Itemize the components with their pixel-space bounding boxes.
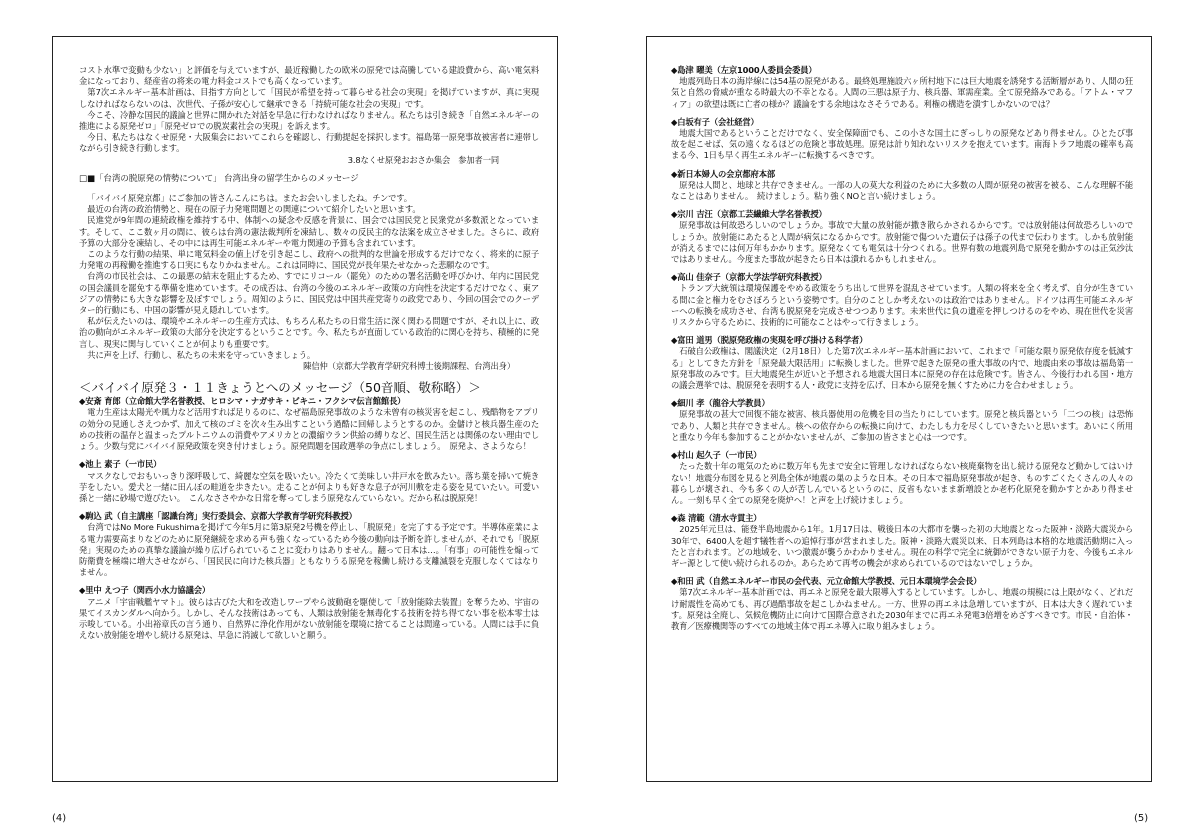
entry-body: 台湾ではNo More Fukushimaを掲げて今年5月に第3原発2号機を停止し、「脱原発」を完了する予定です。半導体産業による電力需要高まりなどのために原発継続を求める声も強くなっているため今後の動向は予断を許しませんが、それでも「脱原発」実現のための真摯な議論が繰り広げられていることに変わりはありません。翻って日本は…。「有事」の可能性を煽って防衛費を極端に増大させながら、「国民民に向けた核兵器」ともなりうる原発を稼働し続ける支離滅裂を克服しなくてはなりません。 — [79, 522, 539, 578]
message-entry-anzai — [79, 396, 539, 452]
taiwan-paragraph-4: このような行動の結果、単に電気料金の値上げを引き起こし、政府への批判的な世論を形成するだけでなく、将来的に原子力発電の再稼働を推進する口実にもなりかねません。これは同時に、国民党が長年果たせなかった悲願なのです。 — [79, 249, 539, 271]
entry-name: ◆森 清範（清水寺貫主） — [671, 513, 762, 524]
message-entry-shimazu — [671, 65, 1133, 110]
entry-name: ◆白坂有子（会社経営） — [671, 116, 759, 127]
message-entry-komagome — [79, 511, 539, 578]
taiwan-paragraph-7: 共に声を上げ、行動し、私たちの未来を守っていきましょう。 — [87, 349, 316, 360]
entry-body: アニメ「宇宙戦艦ヤマト」。彼らは古びた大和を改造しワープやら波動砲を駆使して「放射能除去装置」を奪うため、宇宙の果てイスカンダルへ向かう。しかし、そんな技術はあっても、人類は放射能を無毒化する技術を持ち得てない事を松本零士は示唆している。小出裕章氏の言う通り、自然界に浄化作用がない放射能を環境に捨てることは間違っている。人間には手に負えない放射能を増やし続ける原発は、早急に消滅して欲しいと願う。 — [79, 596, 539, 641]
entry-name: ◆池上 素子（一市民） — [79, 459, 162, 470]
entry-name: ◆村山 起久子（一市民） — [671, 450, 762, 461]
left-page — [52, 36, 558, 782]
entry-body: 原発事故の甚大で回復不能な被害、核兵器使用の危機を目の当たりにしています。原発と核兵器という「二つの核」は恐怖であり、人類と共存できません。核への依存からの転換に向けて、わたしも力を尽くしていきたいと思います。あいにく所用と重なり今年も参加することがかないませんが、ご参加の皆さまと心は一つです。 — [671, 409, 1133, 442]
entry-body: たった数十年の電気のために数万年も先まで安全に管理しなければならない核廃棄物を出し続ける原発など動かしてはいけない！地震分布図を見ると列島全体が地震の巣のような日本。その日本で福島原発事故が起き、ものすごくたくさんの人々の暮らしが壊され、今も多くの人が苦しんでいるというのに、反省もないまま新増設とか老朽化原発を動かすとかあり得ません。一刻も早く全ての原発を廃炉へ！と声を上げ続けましょう。 — [671, 461, 1133, 505]
message-entry-sokawa — [671, 209, 1133, 265]
taiwan-paragraph-6: 私が伝えたいのは、環境やエネルギーの生産方式は、もちろん私たちの日常生活に深く関わる問題ですが、それ以上に、政治の動向がエネルギー政策の大部分を決定するということです。今、私たちが直面している政治的に関心を持ち、積極的に発言し、現実に関与していくことが何よりも重要です。 — [79, 316, 539, 349]
page-number-left: (4) — [52, 813, 67, 824]
entry-body: 地震列島日本の海岸線には54基の原発がある。最終処理施設六ヶ所村地下には巨大地震を誘発する活断層があり、人間の狂気と自然の脅威が重なる時最大の不幸となる。人間の三悪は原子力、核兵器、軍需産業。全て原発絡みである。「アトム・マフィア」の欲望は既に亡者の様か？議論をする余地はなさそうである。利権の構造を潰すしかないのでは？ — [671, 76, 1133, 109]
entry-body: 2025年元旦は、能登半島地震から1年。1月17日は、戦後日本の大都市を襲った初の大地震となった阪神・淡路大震災から30年で、6400人を超す犠牲者への追悼行事が営まれました。阪神・淡路大震災以来、日本列島は本格的な地震活動期に入ったと言われます。どの地域を、いつ激震が襲うかわかりません。現在の科学で完全に統御ができない原子力を、今後もエネルギー源として使い続けられるのか。あらためて再考の機会が求められているのではないでしょうか。 — [671, 524, 1133, 568]
entry-name: ◆里中 えつ子（関西小水力協議会） — [79, 585, 211, 596]
entry-name: ◆新日本婦人の会京都府本部 — [671, 168, 775, 179]
intro-paragraph-3: 今こそ、冷静な国民的議論と世界に開かれた対話を早急に行わなければなりません。私たちは引き続き「自然エネルギーの推進による原発ゼロ」「原発ゼロでの脱炭素社会の実現」を訴えます。 — [79, 109, 539, 132]
message-entry-takayama — [671, 272, 1133, 328]
entry-body: マスクなしでおもいっきり深呼吸して、綺麗な空気を吸いたい。冷たくて美味しい井戸水を飲みたい。落ち葉を掃いて焼き芋をしたい。愛犬と一緒に田んぼの畦道を歩きたい。走ることが何よりも好きな息子が河川敷を走る姿を見ていたい。可愛い孫と一緒に砂場で遊びたい。 こんなささやかな日常を奪ってしまう原発なんていらない。だから私は脱原発！ — [79, 470, 539, 503]
intro-paragraph-2: 第7次エネルギー基本計画は、目指す方向として「国民が希望を持って暮らせる社会の実現」を掲げていますが、真に実現しなければならないのは、次世代、子孫が安心して継承できる「持続可能な社会の実現」です。 — [79, 87, 539, 109]
message-entry-wada — [671, 576, 1133, 632]
taiwan-heading: □■「台湾の脱原発の情勢について」 台湾出身の留学生からのメッセージ — [79, 173, 359, 184]
taiwan-paragraph-1: 「バイバイ原発京都」にご参加の皆さんこんにちは。またお会いしましたね。チンです。 — [87, 193, 412, 204]
right-page — [646, 36, 1152, 782]
message-entry-shirasaka — [671, 117, 1133, 162]
messages-heading: ＜バイバイ原発３・１１きょうとへのメッセージ（50音順、敬称略）＞ — [79, 380, 481, 396]
entry-body: 電力生産は太陽光や風力など活用すれば足りるのに、なぜ福島原発事故のような未曾有の核災害を起こし、残酷物をアプリの効分の見通しさえつかず、加えて核のゴミを次々生み出すこという過酷に回帰しようとするのか。金儲けと核兵器生産のための技術の温存と温まったプルトニウムの消費やアメリカとの濃縮ウラン供給の縛りなど、国民生活とは関係のない理由でしょう。少数与党にバイバイ原発政策を突き付けましょう。原発問題を国政選挙の争点にしましょう。 原発よ、さようなら！ — [79, 407, 539, 452]
taiwan-paragraph-5: 台湾の市民社会は、この最悪の結末を阻止するため、すでにリコール（罷免）のための署名活動を呼びかけ、年内に国民党の国会議員を罷免する準備を進めています。その成否は、台湾の今後のエネルギー政策の方向性を決定するだけでなく、東アジアの情勢にも大きな影響を及ぼすでしょう。周知のように、国民党は中国共産党寄りの政党であり、今回の国会でのクーデター的行動にも、中国の影響が見え隠れしています。 — [79, 271, 539, 316]
taiwan-paragraph-2: 最近の台湾の政治情勢と、現在の原子力発電問題との関連について紹介したいと思います。 — [87, 204, 421, 215]
intro-paragraph-1: コスト水準で変動も少ない」と評価を与えていますが、最近稼働したの欧米の原発では高騰している建設費から、高い電気料金になっており、経産省の将来の電力料金コストでも高くなっています。 — [79, 65, 539, 87]
intro-signature: 3.8なくせ原発おおさか集会 参加者一同 — [347, 154, 499, 165]
entry-body: 地震大国であるということだけでなく、安全保障面でも、この小さな国土にぎっしりの原発などあり得ません。ひとたび事故を起こせば、気の遠くなるほどの危険と事故処理。原発は計り知れないリスクを抱えています。南海トラフ地震の確率も高まる今、1日も早く再生エネルギーに転換するべきです。 — [671, 128, 1133, 161]
entry-name: ◆宗川 吉汪（京都工芸繊維大学名誉教授） — [671, 209, 827, 220]
entry-body: 原発事故は何故恐ろしいのでしょうか。事故で大量の放射能が撒き散らかされるからです。では放射能は何故恐ろしいのでしょうか。放射能にあたると人間が病気になるからです。放射能で傷ついた遺伝子は孫子の代まで伝わります。しかも放射能が消えるまでには何万年もかかります。原発なくても電気は十分つくれる。世界有数の地震列島で原発を動かすのは正気沙汰ではありません。今度また事故が起きたら日本は潰れるかもしれません。 — [671, 220, 1133, 265]
taiwan-paragraph-3: 民進党が9年間の連続政権を維持する中、体制への疑念や反感を背景に、国会では国民党と民衆党が多数派となっています。そして、ここ数ヶ月の間に、彼らは台湾の憲法裁判所を凍結し、数々の反民主的な法案を成立させました。さらに、政府予算の大部分を凍結し、その中には再生可能エネルギーや電力関連の予算も含まれています。 — [79, 215, 539, 248]
entry-name: ◆細川 孝（龍谷大学教員） — [671, 398, 770, 409]
message-entry-satonaka — [79, 585, 539, 641]
entry-body: 第7次エネルギー基本計画では、再エネと原発を最大限導入するとしています。しかし、地震の規模には上限がなく、どれだけ耐震性を高めても、再び過酷事故を起こしかねません。一方、世界の再エネは急増していますが、日本は大きく遅れています。原発は全廃し、気候危機防止に向けて国際合意された2030年までに再エネ発電3倍増をめざすべきです。市民・自治体・教育／医療機関等のすべての地域主体で再エネ導入に取り組みましょう。 — [671, 587, 1133, 631]
entry-body: トランプ大統領は環境保護をやめる政策をうち出して世界を混乱させています。人類の将来を全く考えず、自分が生きている間に金と権力をむさぼろうという姿勢です。自分のことしか考えないのは政治ではありません。ドイツは再生可能エネルギーへの転換を成功させ、台湾も脱原発を完成させつつあります。未来世代に負の遺産を押しつけるのをやめ、現在世代を災害リスクから守るために、技術的に可能なことはやって行きましょう。 — [671, 283, 1133, 328]
message-entry-murayama — [671, 450, 1133, 506]
entry-name: ◆和田 武（自然エネルギー市民の会代表、元立命館大学教授、元日本環境学会会長） — [671, 576, 982, 587]
entry-name: ◆富田 道男（脱原発政権の実現を呼び掛ける科学者） — [671, 335, 868, 346]
entry-name: ◆駒込 武（自主講座「認識台湾」実行委員会、京都大学教育学研究科教授） — [79, 511, 357, 522]
page-number-right: (5) — [1134, 813, 1149, 824]
entry-body: 原発は人間と、地球と共存できません。一部の人の莫大な利益のために大多数の人間が原発の被害を被る、こんな理解不能なことはありません。 続けましょう。粘り強くNOと言い続けましょう。 — [671, 179, 1133, 202]
message-entry-hosokawa — [671, 398, 1133, 443]
taiwan-signature: 陳信仲（京都大学教育学研究科博士後期課程、台湾出身） — [303, 361, 515, 372]
entry-body: 石破自公政権は、閣議決定（2月18日）した第7次エネルギー基本計画において、これまで「可能な限り原発依存度を低減する」としてきた方針を「原発最大限活用」に転換しました。世界で起きた原発の重大事故の内で、地震由来の事故は福島第一原発事故のみです。巨大地震発生が近いと予想される地震大国日本に原発の存在は危険です。皆さん、今後行われる国・地方の議会選挙では、脱原発を表明する人・政党に支持を広げ、日本から原発を無くすために力を合わせましょう。 — [671, 346, 1133, 391]
entry-name: ◆島津 曜美（左京1000人委員会委員） — [671, 65, 817, 75]
message-entry-ikegami — [79, 459, 539, 504]
message-entry-shinfujin — [671, 169, 1133, 203]
entry-name: ◆安斎 育郎（立命館大学名誉教授、ヒロシマ・ナガサキ・ビキニ・フクシマ伝言館館長） — [79, 396, 406, 407]
entry-name: ◆高山 佳奈子（京都大学法学研究科教授） — [671, 272, 827, 283]
intro-paragraph-4: 今日、私たちはなくせ原発・大阪集会においてこれらを確認し、行動提起を採択します。福島第一原発事故被害者に連帯しながら引き続き行動します。 — [79, 132, 539, 154]
message-entry-tomita — [671, 335, 1133, 391]
message-entry-mori — [671, 513, 1133, 569]
